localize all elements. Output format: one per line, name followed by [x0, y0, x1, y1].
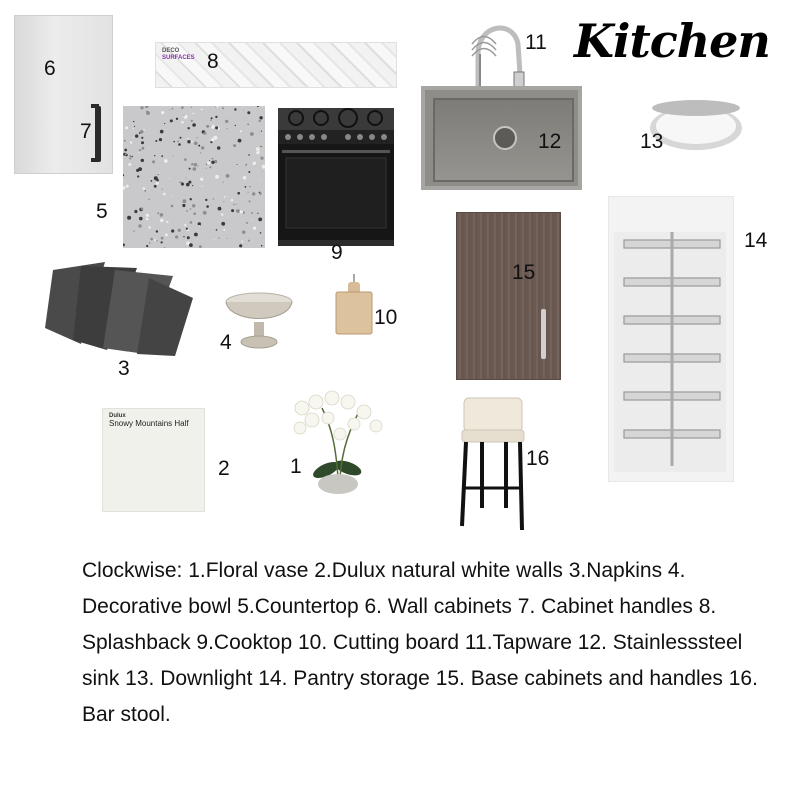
pantry-storage-image — [608, 196, 734, 482]
napkins-image — [45, 258, 195, 358]
splashback-image — [155, 42, 397, 88]
label-5: 5 — [96, 200, 108, 223]
label-11: 11 — [525, 31, 547, 54]
decorative-bowl-image — [224, 290, 294, 354]
moodboard-title: Kitchen — [574, 14, 770, 68]
label-12: 12 — [538, 130, 562, 153]
splashback-logo: DECO SURFACES — [162, 48, 195, 61]
paint-chip-image — [102, 408, 205, 512]
wall-cabinet-image — [14, 15, 113, 174]
label-8: 8 — [207, 50, 219, 73]
paint-chip-name: Snowy Mountains Half — [109, 419, 189, 428]
base-cabinet-handle — [541, 309, 546, 359]
countertop-image — [123, 106, 265, 248]
label-16: 16 — [526, 447, 550, 470]
base-cabinet-image — [456, 212, 561, 380]
bar-stool-image — [456, 396, 528, 536]
label-15: 15 — [512, 261, 536, 284]
label-4: 4 — [220, 331, 232, 354]
paint-chip-brand: Dulux — [109, 413, 126, 419]
label-2: 2 — [218, 457, 230, 480]
label-3: 3 — [118, 357, 130, 380]
label-14: 14 — [744, 229, 768, 252]
caption-text: Clockwise: 1.Floral vase 2.Dulux natural white walls 3.Napkins 4. Decorative bowl 5.Countertop 6. Wall cabinets 7. Cabinet handles 8. Splashback 9.Cooktop 10. Cutting board 11.Tapware 12. Stainlesssteel sink 13. Downlight 14. Pantry storage 15. Base cabinets and handles 16. Bar stool. — [82, 559, 758, 726]
floral-vase-image — [292, 388, 386, 498]
label-1: 1 — [290, 455, 302, 478]
label-10: 10 — [374, 306, 398, 329]
cutting-board-image — [334, 272, 374, 336]
cooktop-image — [276, 104, 396, 248]
label-9: 9 — [331, 241, 343, 264]
cabinet-handle-image — [95, 106, 101, 162]
label-6: 6 — [44, 57, 56, 80]
label-7: 7 — [80, 120, 92, 143]
label-13: 13 — [640, 130, 664, 153]
